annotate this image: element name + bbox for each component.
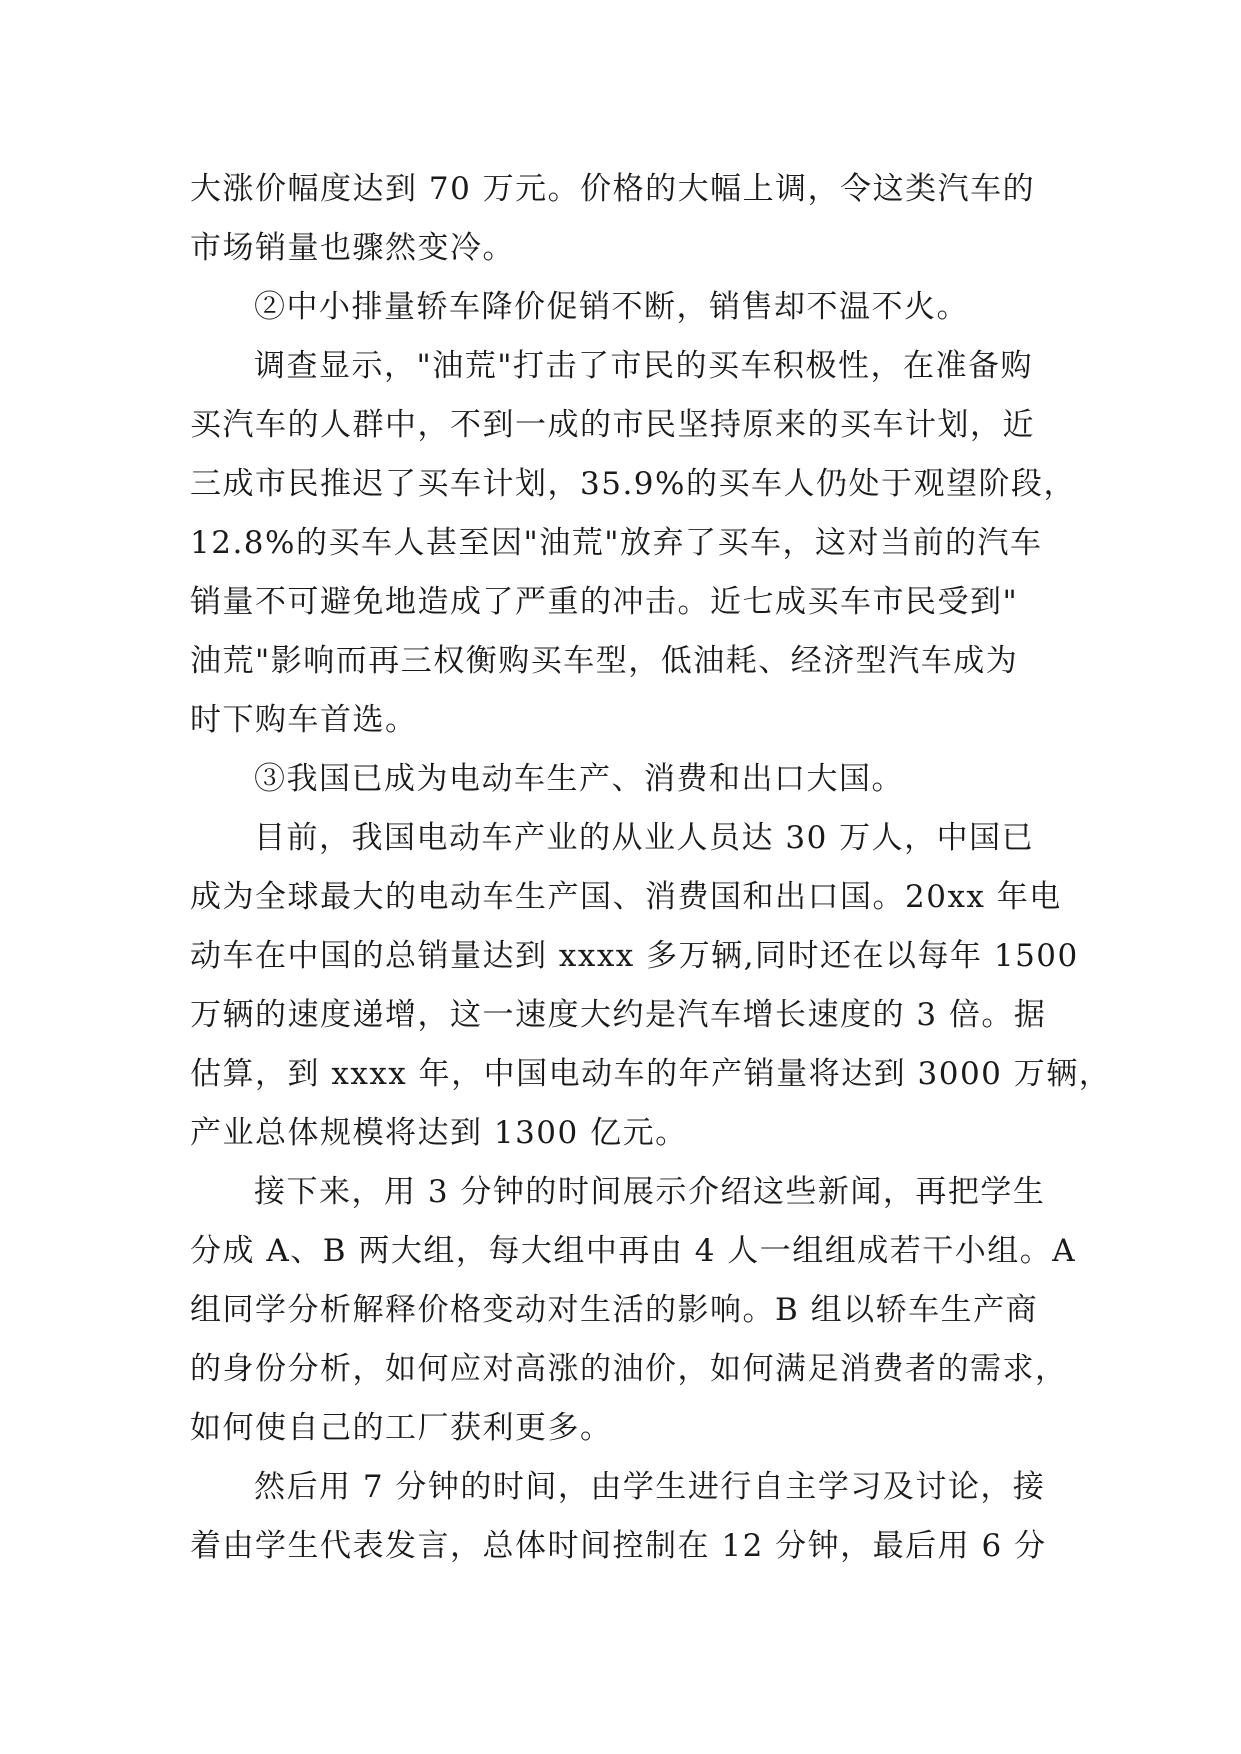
text-line: 产业总体规模将达到 1300 亿元。 xyxy=(190,1115,688,1151)
text-line: 买汽车的人群中，不到一成的市民坚持原来的买车计划，近 xyxy=(190,407,1035,443)
text-line: ③我国已成为电动车生产、消费和出口大国。 xyxy=(254,761,904,797)
paragraph xyxy=(190,809,1112,1163)
paragraph xyxy=(190,1458,1048,1576)
document-body xyxy=(190,160,1112,1576)
text-line: 如何使自己的工厂获利更多。 xyxy=(190,1410,613,1446)
text-line: 接下来，用 3 分钟的时间展示介绍这些新闻，再把学生 xyxy=(254,1174,1046,1210)
text-line: 估算，到 xxxx 年，中国电动车的年产销量将达到 3000 万辆， xyxy=(190,1056,1112,1092)
paragraph xyxy=(190,278,1048,337)
text-line: 调查显示，"油荒"打击了市民的买车积极性，在准备购 xyxy=(254,348,1034,384)
text-line: 12.8%的买车人甚至因"油荒"放弃了买车，这对当前的汽车 xyxy=(190,525,1043,561)
text-line: 目前，我国电动车产业的从业人员达 30 万人，中国已 xyxy=(254,820,1035,856)
text-line: 着由学生代表发言，总体时间控制在 12 分钟，最后用 6 分 xyxy=(190,1528,1047,1564)
text-line: 万辆的速度递增，这一速度大约是汽车增长速度的 3 倍。据 xyxy=(190,997,1047,1033)
text-line: 成为全球最大的电动车生产国、消费国和出口国。20xx 年电 xyxy=(190,879,1062,915)
text-line: 市场销量也骤然变冷。 xyxy=(190,230,515,266)
text-line: 大涨价幅度达到 70 万元。价格的大幅上调，令这类汽车的 xyxy=(190,171,1036,207)
text-line: 分成 A、B 两大组，每大组中再由 4 人一组组成若干小组。A xyxy=(190,1233,1077,1269)
paragraph xyxy=(190,1163,1077,1458)
text-line: 销量不可避免地造成了严重的冲击。近七成买车市民受到" xyxy=(190,584,1019,620)
text-line: 油荒"影响而再三权衡购买车型，低油耗、经济型汽车成为 xyxy=(190,643,1019,679)
text-line: 三成市民推迟了买车计划，35.9%的买车人仍处于观望阶段， xyxy=(190,466,1076,502)
text-line: 的身份分析，如何应对高涨的油价，如何满足消费者的需求， xyxy=(190,1351,1068,1387)
text-line: 时下购车首选。 xyxy=(190,702,418,738)
paragraph xyxy=(190,160,1048,278)
text-line: 然后用 7 分钟的时间，由学生进行自主学习及讨论，接 xyxy=(254,1469,1046,1505)
text-line: 组同学分析解释价格变动对生活的影响。B 组以轿车生产商 xyxy=(190,1292,1039,1328)
paragraph xyxy=(190,337,1076,750)
text-line: ②中小排量轿车降价促销不断，销售却不温不火。 xyxy=(254,289,969,325)
paragraph xyxy=(190,750,1048,809)
text-line: 动车在中国的总销量达到 xxxx 多万辆,同时还在以每年 1500 xyxy=(190,938,1079,974)
